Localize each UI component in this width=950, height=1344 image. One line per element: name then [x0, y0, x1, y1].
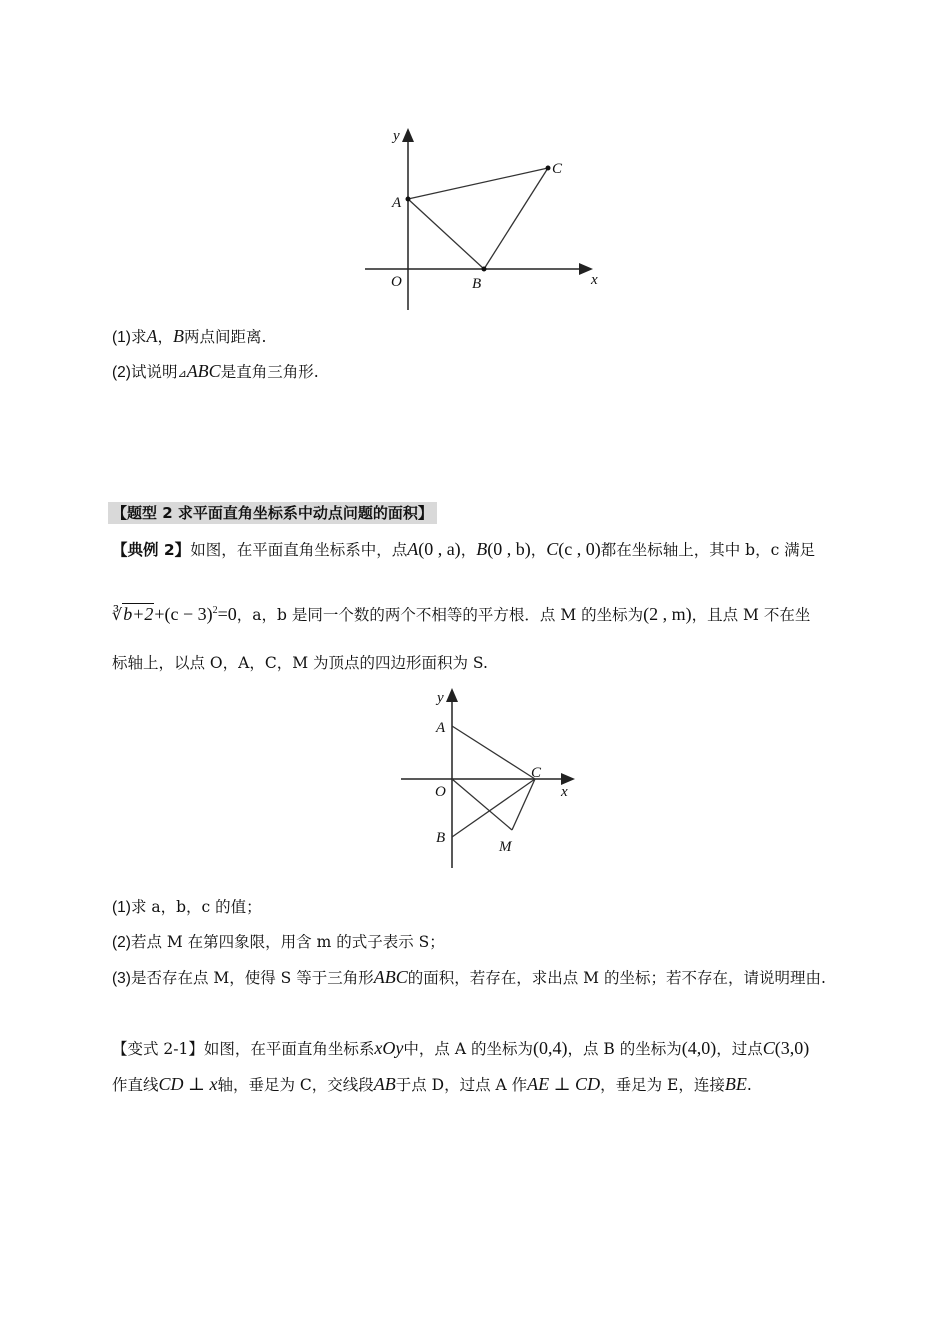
y-axis-arrow — [402, 128, 414, 142]
radical-expression: ∛b+2+(c − 3)$^2$=0 — [112, 604, 237, 624]
segment-ac — [408, 168, 548, 199]
label-x: x — [561, 784, 568, 800]
y-axis-arrow — [446, 688, 458, 702]
example2-q1: (1)求 a，b，c 的值； — [112, 898, 262, 916]
q1-part2: (2)试说明⊿ABC是直角三角形. — [112, 361, 319, 381]
segment-ac — [452, 726, 535, 779]
label-b: B — [472, 276, 482, 292]
label-origin: O — [435, 784, 446, 800]
segment-bc — [484, 168, 548, 269]
label-m: M — [499, 839, 512, 855]
label-a: A — [436, 720, 446, 736]
label-x: x — [591, 272, 598, 288]
label-c: C — [552, 161, 563, 177]
example2-q3: (3)是否存在点 M，使得 S 等于三角形ABC的面积，若存在，求出点 M 的坐标；若不存在，请说明理由. — [112, 967, 826, 987]
figure-1-triangle-abc — [355, 118, 615, 318]
point-c — [546, 166, 551, 171]
q1-part1: (1)求A，B两点间距离. — [112, 326, 267, 346]
example2-line2: ∛b+2+(c − 3)$^2$=0，a，b 是同一个数的两个不相等的平方根．点 M 的坐标为(2 , m)，且点 M 不在坐 — [112, 604, 811, 624]
variant21-line2: 作直线CD ⊥ x轴，垂足为 C，交线段AB于点 D，过点 A 作AE ⊥ CD，垂足为 E，连接BE. — [112, 1074, 752, 1094]
figure-2-quadrilateral — [395, 682, 585, 872]
example2-line1: 【典例 2】如图，在平面直角坐标系中，点A(0 , a)，B(0 , b)，C(c , 0)都在坐标轴上，其中 b，c 满足 — [112, 539, 816, 559]
example2-q2: (2)若点 M 在第四象限，用含 m 的式子表示 S； — [112, 933, 445, 951]
point-b — [482, 267, 487, 272]
section-heading: 【题型 2 求平面直角坐标系中动点问题的面积】 — [108, 502, 437, 524]
example2-line3: 标轴上，以点 O，A，C，M 为顶点的四边形面积为 S. — [112, 654, 488, 672]
label-origin: O — [391, 274, 402, 290]
label-y: y — [437, 690, 444, 706]
segment-ab — [408, 199, 484, 269]
label-b: B — [436, 830, 446, 846]
label-a: A — [392, 195, 402, 211]
label-y: y — [393, 128, 400, 144]
label-c: C — [531, 765, 542, 781]
point-a — [406, 197, 411, 202]
segment-om — [452, 779, 512, 830]
variant21-line1: 【变式 2-1】如图，在平面直角坐标系xOy中，点 A 的坐标为(0,4)，点 B 的坐标为(4,0)，过点C(3,0) — [112, 1038, 810, 1058]
